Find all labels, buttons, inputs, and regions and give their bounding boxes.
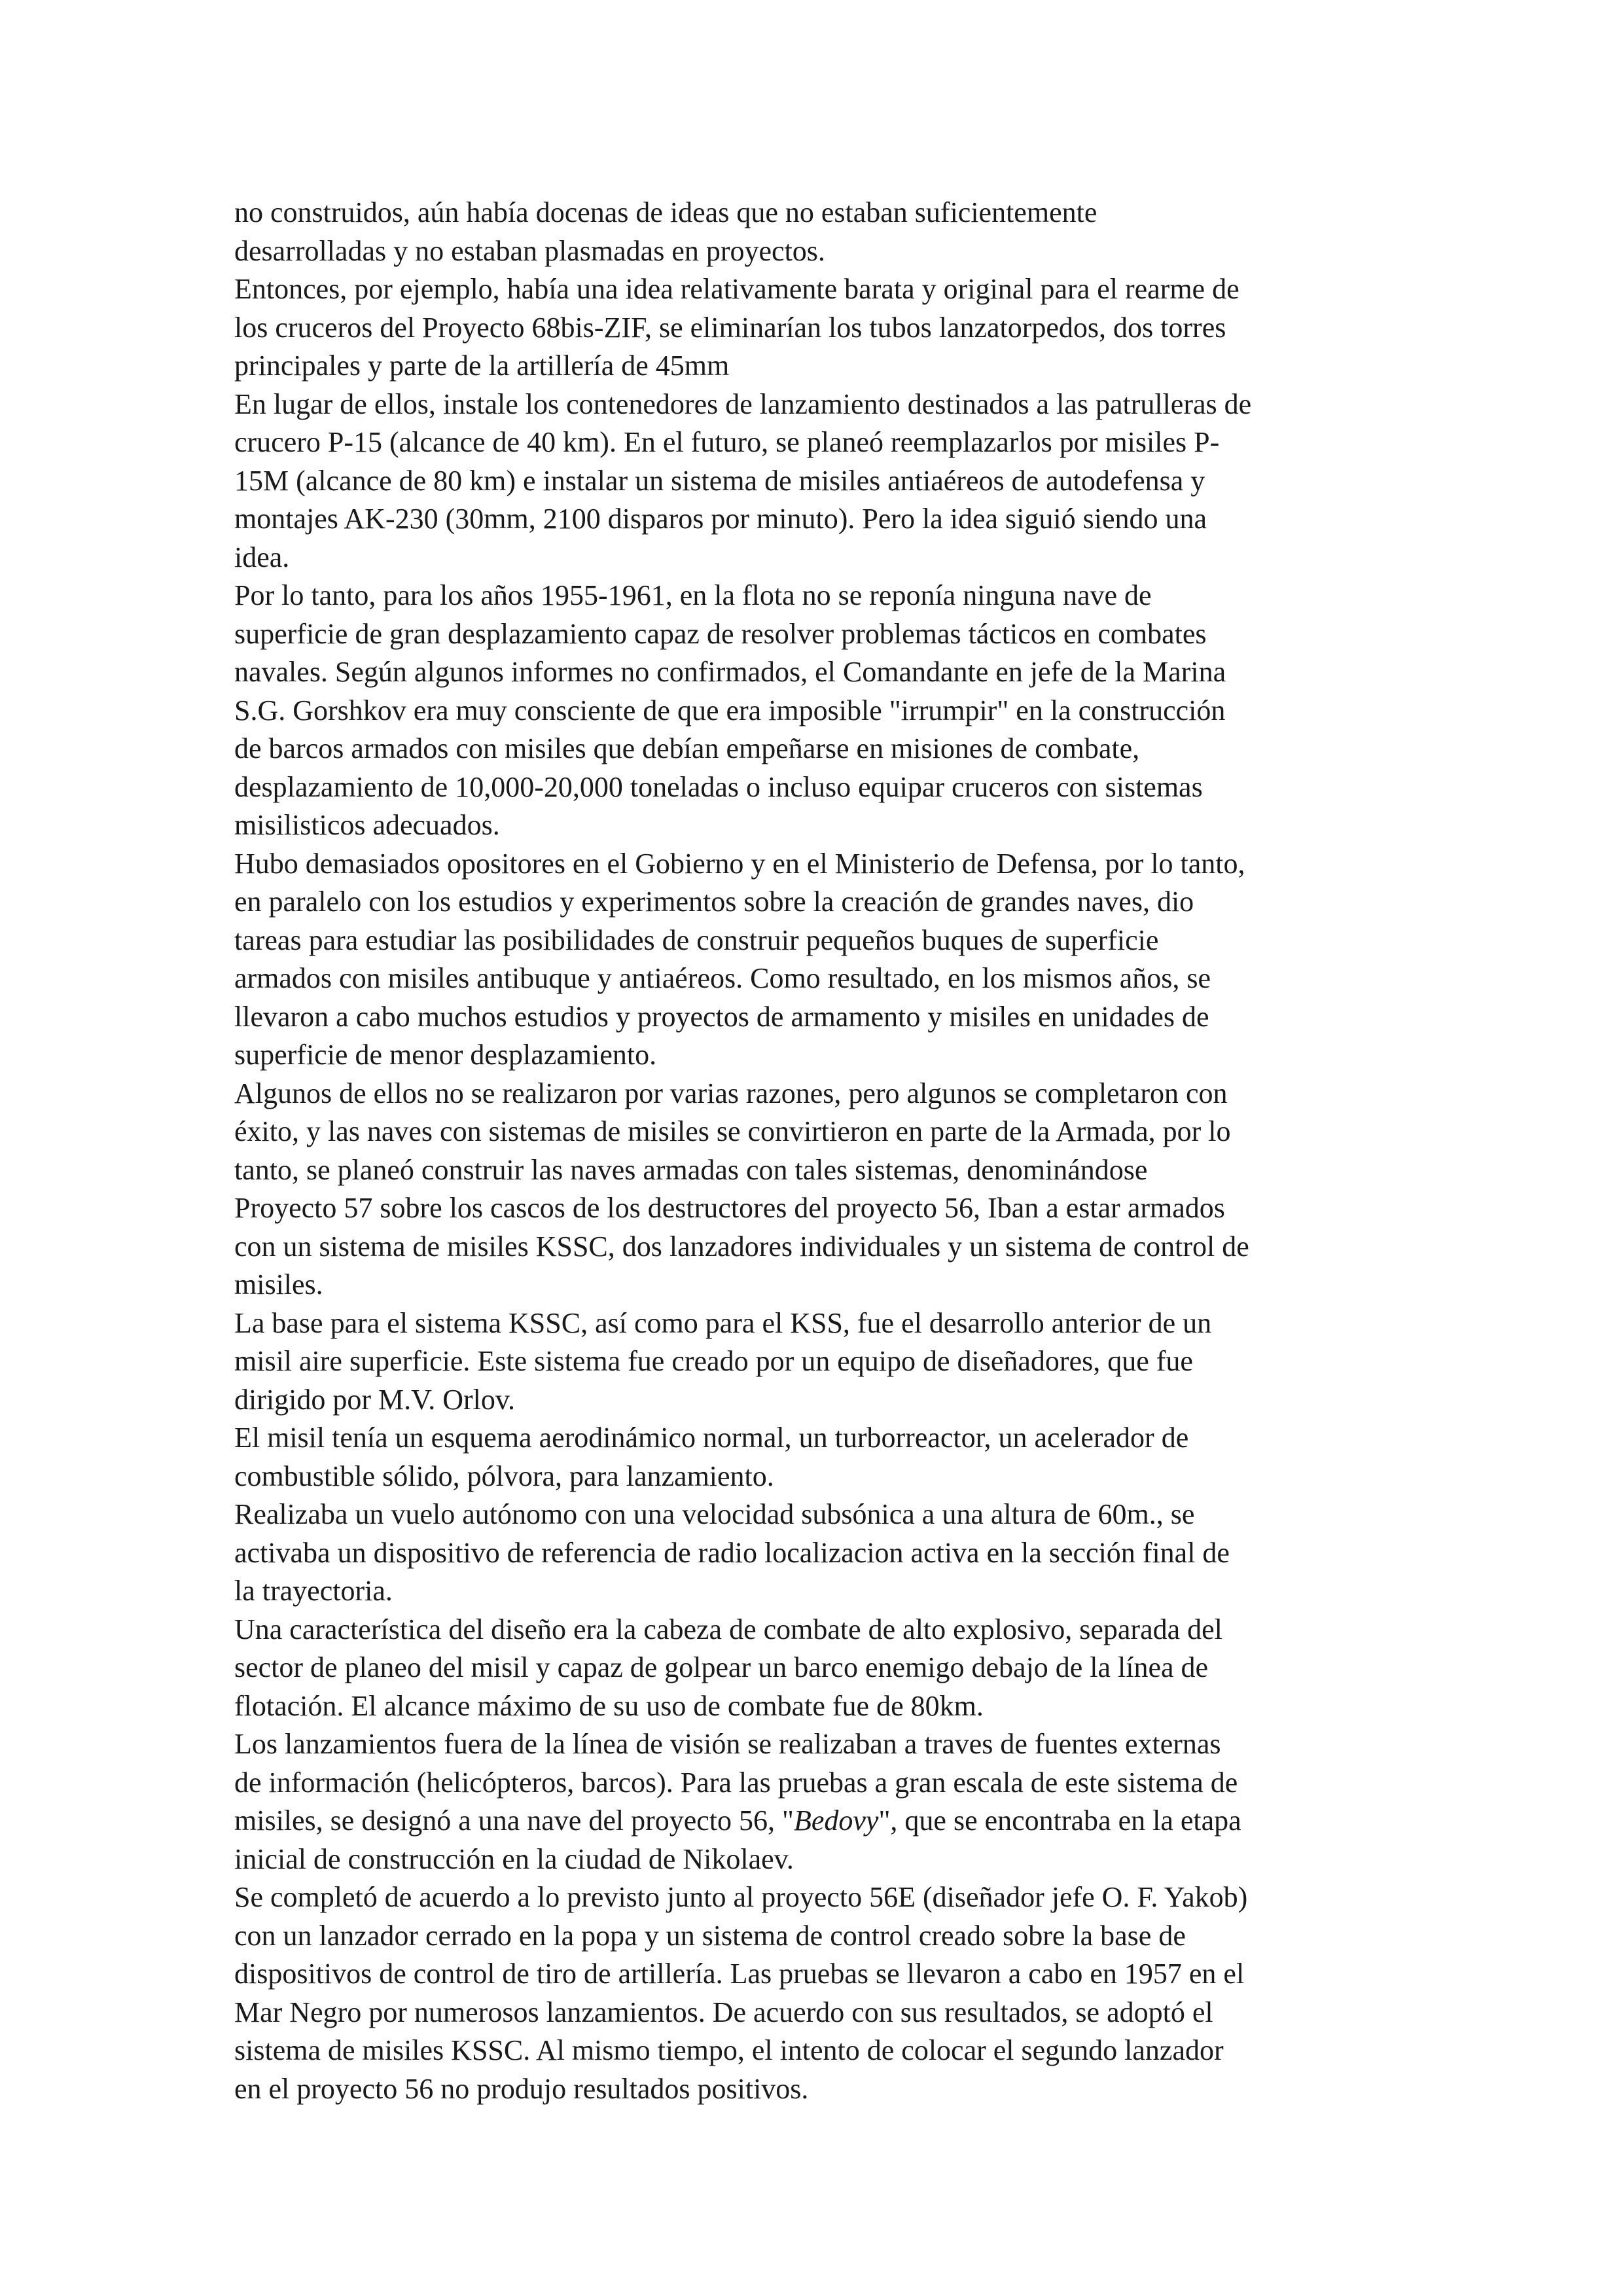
body-text bbox=[234, 194, 1406, 2108]
text-line: en paralelo con los estudios y experimentos sobre la creación de grandes naves, dio bbox=[234, 886, 1194, 918]
ship-name: Bedovy bbox=[793, 1804, 879, 1837]
text-line: misil aire superficie. Este sistema fue creado por un equipo de diseñadores, que fue bbox=[234, 1345, 1193, 1377]
text-line: Mar Negro por numerosos lanzamientos. De acuerdo con sus resultados, se adoptó el bbox=[234, 1996, 1213, 2028]
text-line: En lugar de ellos, instale los contenedores de lanzamiento destinados a las patrulleras de bbox=[234, 387, 1252, 420]
text-line: activaba un dispositivo de referencia de radio localizacion activa en la sección final de bbox=[234, 1536, 1230, 1569]
text-line: desplazamiento de 10,000-20,000 toneladas o incluso equipar cruceros con sistemas bbox=[234, 770, 1203, 803]
text-line: crucero P-15 (alcance de 40 km). En el futuro, se planeó reemplazarlos por misiles P- bbox=[234, 426, 1220, 458]
text-line: con un lanzador cerrado en la popa y un sistema de control creado sobre la base de bbox=[234, 1919, 1186, 1952]
text-line: navales. Según algunos informes no confirmados, el Comandante en jefe de la Marina bbox=[234, 656, 1226, 688]
text-line: flotación. El alcance máximo de su uso de combate fue de 80km. bbox=[234, 1689, 984, 1722]
text-line: armados con misiles antibuque y antiaéreos. Como resultado, en los mismos años, se bbox=[234, 962, 1211, 994]
text-line: S.G. Gorshkov era muy consciente de que era imposible "irrumpir" en la construcción bbox=[234, 694, 1226, 726]
text-line: dispositivos de control de tiro de artillería. Las pruebas se llevaron a cabo en 1957 en el bbox=[234, 1958, 1245, 1990]
text-line: tareas para estudiar las posibilidades de construir pequeños buques de superficie bbox=[234, 924, 1159, 956]
text-line: idea. bbox=[234, 541, 290, 573]
text-line: desarrolladas y no estaban plasmadas en proyectos. bbox=[234, 234, 825, 267]
text-line: no construidos, aún había docenas de ideas que no estaban suficientemente bbox=[234, 196, 1097, 228]
text-line: Se completó de acuerdo a lo previsto junto al proyecto 56E (diseñador jefe O. F. Yakob) bbox=[234, 1881, 1248, 1913]
text-line: llevaron a cabo muchos estudios y proyectos de armamento y misiles en unidades de bbox=[234, 1000, 1209, 1033]
text-line: Por lo tanto, para los años 1955-1961, en la flota no se reponía ninguna nave de bbox=[234, 579, 1152, 611]
text-line: El misil tenía un esquema aerodinámico normal, un turborreactor, un acelerador de bbox=[234, 1422, 1189, 1454]
text-line: La base para el sistema KSSC, así como para el KSS, fue el desarrollo anterior de un bbox=[234, 1306, 1212, 1339]
text-line: Proyecto 57 sobre los cascos de los destructores del proyecto 56, Iban a estar armados bbox=[234, 1192, 1225, 1224]
text-line: Entonces, por ejemplo, había una idea relativamente barata y original para el rearme de bbox=[234, 273, 1240, 305]
text-line: de barcos armados con misiles que debían empeñarse en misiones de combate, bbox=[234, 732, 1140, 764]
text-line: en el proyecto 56 no produjo resultados positivos. bbox=[234, 2072, 809, 2105]
text-line: dirigido por M.V. Orlov. bbox=[234, 1383, 515, 1416]
text-line: 15M (alcance de 80 km) e instalar un sistema de misiles antiaéreos de autodefensa y bbox=[234, 464, 1205, 497]
text-line: montajes AK-230 (30mm, 2100 disparos por minuto). Pero la idea siguió siendo una bbox=[234, 503, 1207, 535]
text-fragment: ", que se encontraba en la etapa bbox=[878, 1804, 1241, 1837]
text-line: con un sistema de misiles KSSC, dos lanzadores individuales y un sistema de control de bbox=[234, 1230, 1249, 1263]
text-line: Algunos de ellos no se realizaron por varias razones, pero algunos se completaron con bbox=[234, 1077, 1228, 1109]
text-line: superficie de menor desplazamiento. bbox=[234, 1039, 657, 1071]
text-line: de información (helicópteros, barcos). Para las pruebas a gran escala de este sistema de bbox=[234, 1766, 1238, 1799]
text-line: misiles. bbox=[234, 1268, 323, 1300]
text-line: éxito, y las naves con sistemas de misiles se convirtieron en parte de la Armada, por lo bbox=[234, 1115, 1231, 1147]
text-line-with-ship-name bbox=[234, 1802, 1406, 1840]
text-line: sistema de misiles KSSC. Al mismo tiempo, el intento de colocar el segundo lanzador bbox=[234, 2034, 1224, 2066]
text-fragment: misiles, se designó a una nave del proyecto 56, " bbox=[234, 1804, 794, 1837]
text-line: los cruceros del Proyecto 68bis-ZIF, se eliminarían los tubos lanzatorpedos, dos torres bbox=[234, 311, 1226, 344]
text-line: sector de planeo del misil y capaz de golpear un barco enemigo debajo de la línea de bbox=[234, 1651, 1209, 1683]
text-line: Una característica del diseño era la cabeza de combate de alto explosivo, separada del bbox=[234, 1613, 1222, 1645]
text-line: Hubo demasiados opositores en el Gobierno y en el Ministerio de Defensa, por lo tanto, bbox=[234, 847, 1245, 880]
text-line: principales y parte de la artillería de 45mm bbox=[234, 350, 730, 382]
text-line: inicial de construcción en la ciudad de Nikolaev. bbox=[234, 1842, 794, 1875]
text-line: misilisticos adecuados. bbox=[234, 809, 500, 841]
text-line: Realizaba un vuelo autónomo con una velocidad subsónica a una altura de 60m., se bbox=[234, 1498, 1195, 1530]
text-line: tanto, se planeó construir las naves armadas con tales sistemas, denominándose bbox=[234, 1153, 1148, 1186]
text-line: Los lanzamientos fuera de la línea de visión se realizaban a traves de fuentes externas bbox=[234, 1728, 1221, 1760]
text-line: superficie de gran desplazamiento capaz de resolver problemas tácticos en combates bbox=[234, 617, 1207, 650]
text-line: combustible sólido, pólvora, para lanzamiento. bbox=[234, 1460, 774, 1492]
text-line: la trayectoria. bbox=[234, 1575, 393, 1607]
